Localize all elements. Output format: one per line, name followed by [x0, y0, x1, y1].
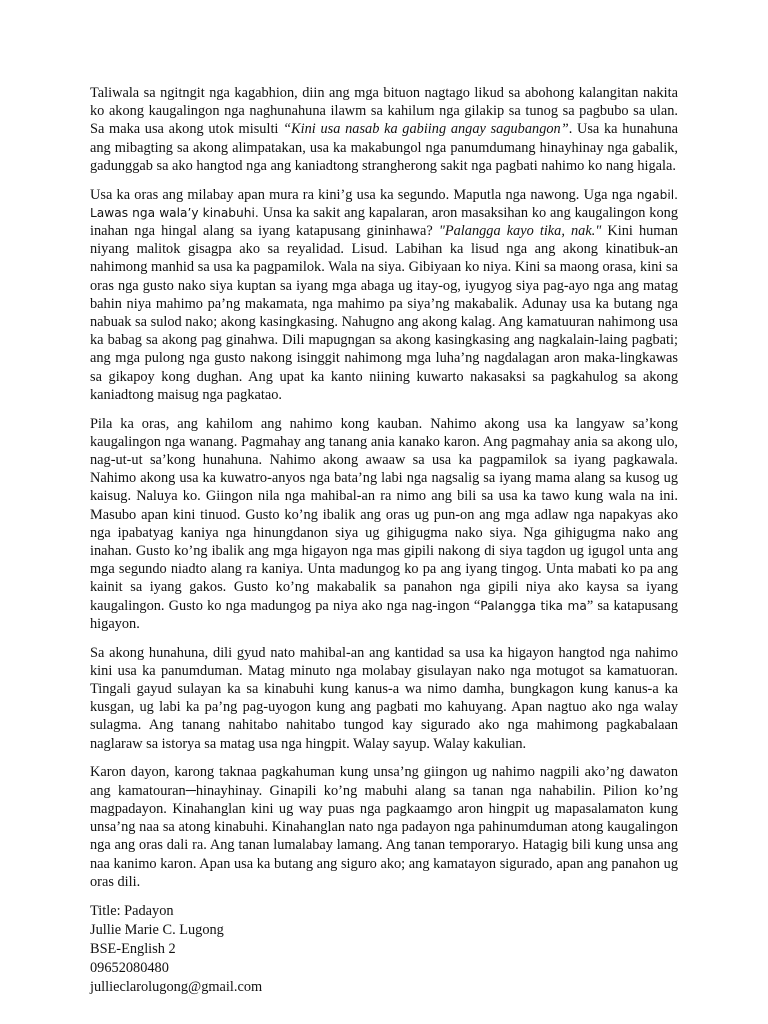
- paragraph-2-text-a: Usa ka oras ang milabay apan mura ra kini’g usa ka segundo. Maputla nga nawong. Uga nga: [90, 186, 637, 203]
- essay-paragraph-3: [90, 415, 678, 633]
- paragraph-1-text-b: . Usa ka hunahuna ang mibagting sa akong alimpatakan, usa ka makabungol nga panumdumang hinayhinay nga gabalik, gadunggab sa ako hangtod nga ang kaniadtong strangherong sakit nga pagbati nahimo ko nang higala.: [90, 121, 678, 174]
- essay-title: Title: Padayon: [90, 902, 174, 919]
- paragraph-1-text-a: Taliwala sa ngitngit nga kagabhion, diin ang mga bituon nagtago likud sa abohong kalangitan nakita ko akong kaugalingon nga naghunahuna ilawm sa kahilum nga gilakip sa tunog sa pagbubo sa ulan. Sa maka usa akong utok misulti: [90, 85, 678, 138]
- author-info: [90, 902, 678, 997]
- paragraph-3-text-b: ” sa katapusang higayon.: [90, 597, 678, 632]
- essay-paragraph-4: Sa akong hunahuna, dili gyud nato mahibal-an ang kantidad sa usa ka higayon hangtod nga nahimo kini usa ka panumduman. Matag minuto nga molabay gisulayan nako nga motugot sa kamatuoran. Tingali gayud sulayan ka sa kinabuhi kung kanus-a wa nimo damha, bungkagon kung kanus-a ka kusgan, ug labi ka pa’ng pag-uyogon kung ang pagbati mo kahuyang. Apan nagtuo ako nga walay sulagma. Ang tanang nahitabo nahitabo tungod kay sigurado ako nga mahimong pagkabalaan naglaraw sa istorya sa matag usa nga hingpit. Walay sayup. Walay kakulian.: [90, 644, 678, 752]
- document-page: [90, 84, 678, 997]
- essay-paragraph-5: Karon dayon, karong taknaa pagkahuman kung unsa’ng giingon ug nahimo nagpili ako’ng dawaton ang kamatouran─hinayhinay. Ginapili ko’ng mabuhi alang sa tanan nga nahabilin. Pilion ko’ng magpadayon. Kinahanglan kini ug way puas nga pagkaamgo aron hingpit ug mapasalamaton kung unsa’ng naa sa atong kinabuhi. Kinahanglan nato nga padayon nga pahinumduman atong kaugalingon nga ang oras dali ra. Ang tanan lumalabay lamang. Ang tanan temporaryo. Hatagig bili kung unsa ang naa kanimo karon. Apan usa ka butang ang siguro ako; ang kamatayon sigurado, apan ang panahon ug oras dili.: [90, 764, 678, 890]
- author-name: Jullie Marie C. Lugong: [90, 921, 224, 938]
- author-course: BSE-English 2: [90, 940, 176, 957]
- essay-paragraph-1: [90, 84, 678, 175]
- paragraph-2-quote: "Palangga kayo tika, nak.": [438, 223, 602, 240]
- paragraph-1-quote: “Kini usa nasab ka gabiing angay sagubangon”: [283, 121, 569, 138]
- paragraph-3-text-a: Pila ka oras, ang kahilom ang nahimo kong kauban. Nahimo akong usa ka langyaw sa’kong kaugalingon nga wanang. Pagmahay ang tanang ania kanako karon. Ang pagmahay ania sa akong ulo, nag-ut-ut sa’kong hunahuna. Nahimo akong awaaw sa usa ka pagpamilok sa iyang pagkawala. Nahimo akong usa ka kuwatro-anyos nga bata’ng labi nga nagsalig sa iyang mama alang sa kusog ug kaisug. Naluya ko. Giingon nila nga mahibal-an ra nimo ang bili sa usa ka tawo kung wala na ini. Masubo apan kini tinuod. Gusto ko’ng ibalik ang oras ug pun-on ang mga adlaw nga napakyas ako nga ipabatyag kaniya nga hinungdanon siya ug gihigugma nako siya. Nga gihigugma nako ang inahan. Gusto ko’ng ibalik ang mga higayon nga mas gipili nakong di siya tagdon ug igugol unta ang mga segundo niadto alang ra kaniya. Unta madungog ko pa ang iyang tingog. Unta mabati ko pa ang kainit sa iyang gakos. Gusto ko’ng makabalik sa panahon nga gipili niya ako kaysa sa iyang kaugalingon. Gusto ko nga madungog pa niya ako nga nag-ingon “: [90, 415, 678, 614]
- author-email: jullieclarolugong@gmail.com: [90, 978, 263, 995]
- paragraph-2-text-c: Kini human niyang malitok gisagpa ako sa reyalidad. Lisud. Labihan ka lisud nga ang akong kinatibuk-an nahimong manhid sa usa ka pagpamilok. Wala na siya. Gibiyaan ko niya. Kini sa maong orasa, kini sa oras nga gusto nako siya kuptan sa iyang mga abaga ug itay-og, iyugyog siya pag-ayo nga ang matag bahin niya mahimo pa’ng makamata, nga mahimo pa siya’ng makabalik. Adunay usa ka butang nga nabuak sa sulod nako; akong kasingkasing. Nahugno ang akong kalag. Ang kamatuuran nahimong usa ka babag sa akong pag ginahwa. Dili mapugngan sa akong kasingkasing ang nagkalain-laing pagbati; ang mga pulong nga gusto nakong isinggit nahimong mga luha’ng nagdalagan aron maka-lingkawas sa gikapoy kong dughan. Ang upat ka kanto niining kuwarto nakasaksi sa pagkahulog sa akong kaniadtong maisug nga pagkatao.: [90, 223, 678, 403]
- paragraph-2-text-b: Unsa ka sakit ang kapalaran, aron masaksihan ko ang kaugalingon kong inahan nga hingal alang sa iyang katapusang gininhawa?: [90, 204, 678, 240]
- author-phone: 09652080480: [90, 959, 169, 976]
- paragraph-3-sans-text: Palangga tika ma: [480, 598, 587, 613]
- essay-paragraph-2: [90, 186, 678, 404]
- paragraph-2-sans-text: ngabil. Lawas nga wala’y kinabuhi.: [90, 187, 678, 220]
